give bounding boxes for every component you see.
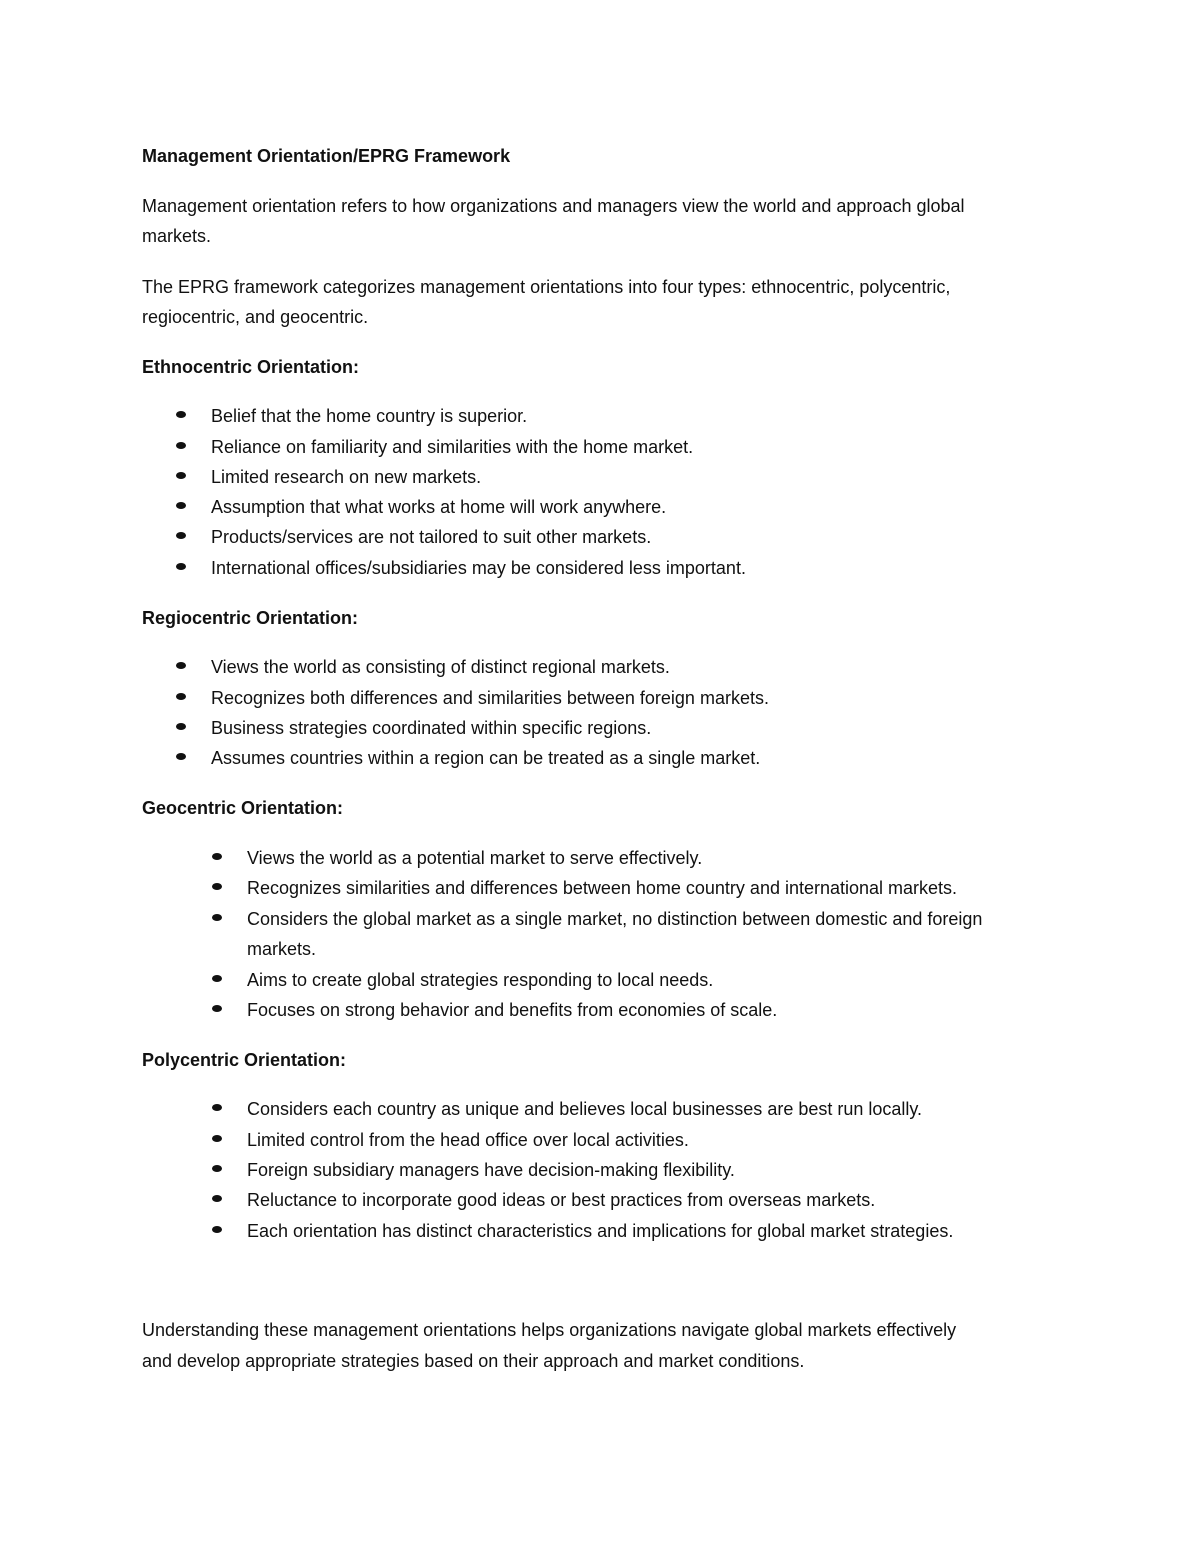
list-item-continuation: markets. — [247, 939, 317, 959]
bullet-icon — [212, 853, 222, 860]
section-heading-ethnocentric: Ethnocentric Orientation: — [142, 357, 360, 377]
list-item: Considers each country as unique and believes local businesses are best run locally. — [247, 1099, 923, 1119]
bullet-icon — [176, 753, 186, 760]
list-item: Assumption that what works at home will work anywhere. — [211, 497, 667, 517]
bullet-icon — [212, 1135, 222, 1142]
list-item: Products/services are not tailored to suit other markets. — [211, 527, 652, 547]
conclusion-line-2: and develop appropriate strategies based on their approach and market conditions. — [142, 1351, 805, 1371]
intro-paragraph-2-line-2: regiocentric, and geocentric. — [142, 307, 369, 327]
list-item: Considers the global market as a single market, no distinction between domestic and foreign — [247, 909, 983, 929]
list-item: Limited research on new markets. — [211, 467, 482, 487]
list-item: Foreign subsidiary managers have decision-making flexibility. — [247, 1160, 735, 1180]
bullet-icon — [176, 502, 186, 509]
list-item: Each orientation has distinct characteristics and implications for global market strategies. — [247, 1221, 954, 1241]
bullet-icon — [212, 914, 222, 921]
section-heading-polycentric: Polycentric Orientation: — [142, 1050, 347, 1070]
section-heading-geocentric: Geocentric Orientation: — [142, 798, 344, 818]
list-item: Business strategies coordinated within specific regions. — [211, 718, 652, 738]
bullet-icon — [212, 1165, 222, 1172]
conclusion-line-1: Understanding these management orientations helps organizations navigate global markets effectively — [142, 1320, 957, 1340]
bullet-icon — [212, 1104, 222, 1111]
list-item: Views the world as a potential market to serve effectively. — [247, 848, 703, 868]
section-heading-regiocentric: Regiocentric Orientation: — [142, 608, 359, 628]
intro-paragraph-2-line-1: The EPRG framework categorizes management orientations into four types: ethnocentric, polycentric, — [142, 277, 951, 297]
intro-paragraph-1-line-2: markets. — [142, 226, 212, 246]
list-item: Reluctance to incorporate good ideas or best practices from overseas markets. — [247, 1190, 876, 1210]
bullet-icon — [212, 1226, 222, 1233]
bullet-icon — [176, 411, 186, 418]
list-item: International offices/subsidiaries may be considered less important. — [211, 558, 746, 578]
bullet-icon — [212, 883, 222, 890]
bullet-icon — [176, 723, 186, 730]
list-item: Focuses on strong behavior and benefits from economies of scale. — [247, 1000, 778, 1020]
bullet-icon — [176, 532, 186, 539]
list-item: Views the world as consisting of distinct regional markets. — [211, 657, 670, 677]
bullet-icon — [176, 693, 186, 700]
intro-paragraph-1-line-1: Management orientation refers to how organizations and managers view the world and approach global — [142, 196, 965, 216]
bullet-icon — [176, 442, 186, 449]
list-item: Recognizes similarities and differences between home country and international markets. — [247, 878, 958, 898]
list-item: Recognizes both differences and similarities between foreign markets. — [211, 688, 769, 708]
bullet-icon — [176, 472, 186, 479]
list-item: Reliance on familiarity and similarities with the home market. — [211, 437, 694, 457]
bullet-icon — [212, 1005, 222, 1012]
bullet-icon — [212, 975, 222, 982]
list-item: Assumes countries within a region can be treated as a single market. — [211, 748, 761, 768]
list-item: Limited control from the head office over local activities. — [247, 1130, 689, 1150]
list-item: Aims to create global strategies responding to local needs. — [247, 970, 714, 990]
document-title: Management Orientation/EPRG Framework — [142, 146, 511, 166]
bullet-icon — [176, 563, 186, 570]
bullet-icon — [176, 662, 186, 669]
bullet-icon — [212, 1195, 222, 1202]
list-item: Belief that the home country is superior. — [211, 406, 528, 426]
